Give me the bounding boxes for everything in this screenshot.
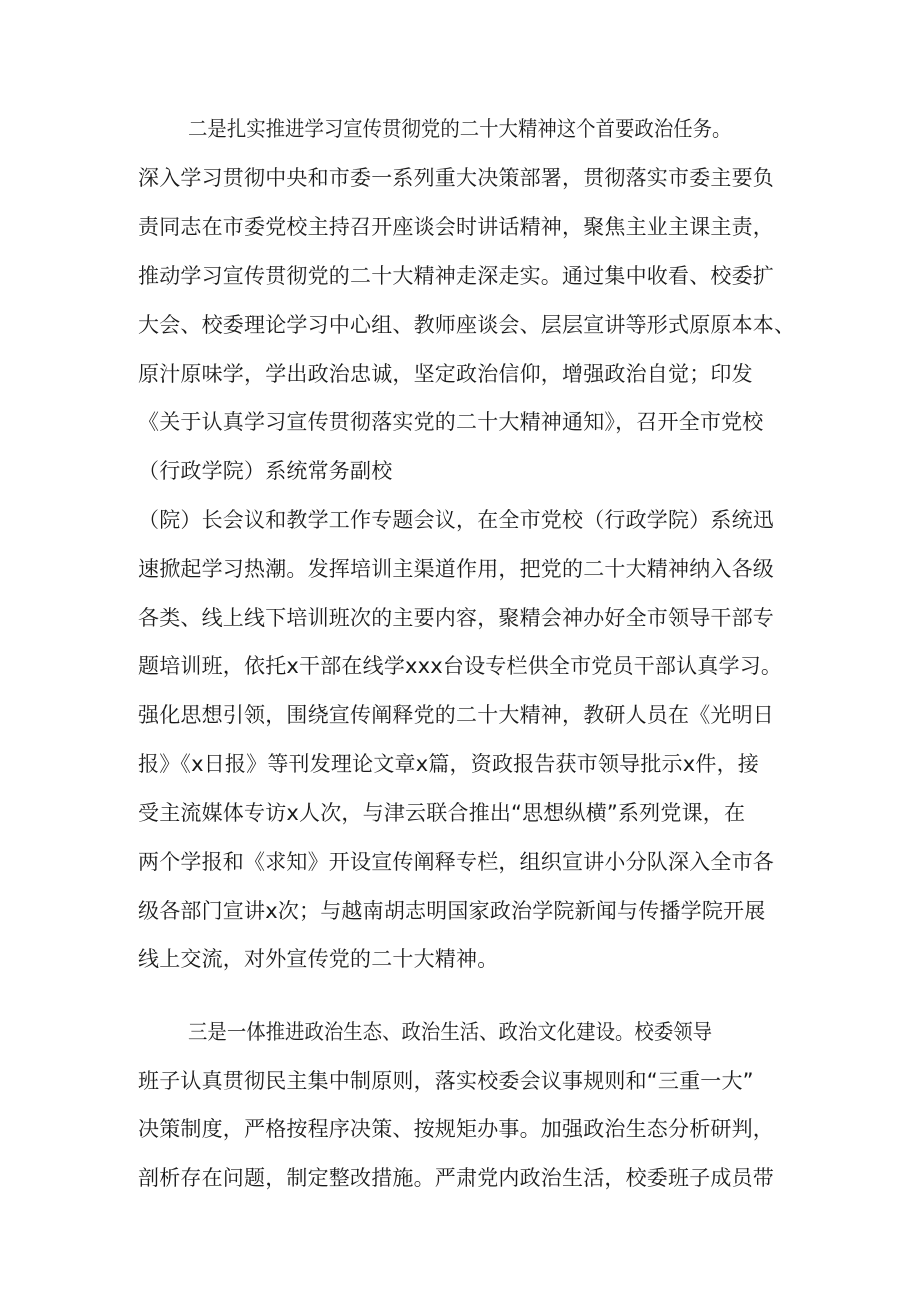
paragraph-3-line-1: 三是一体推进政治生态、政治生活、政治文化建设。校委领导 — [188, 1020, 713, 1044]
paragraph-2-line-16: 两个学报和《求知》开设宣传阐释专栏，组织宣讲小分队深入全市各 — [138, 850, 774, 874]
paragraph-2-line-1: 二是扎实推进学习宣传贯彻党的二十大精神这个首要政治任务。 — [188, 117, 732, 141]
paragraph-2-line-4: 推动学习宣传贯彻党的二十大精神走深走实。通过集中收看、校委扩 — [138, 264, 774, 288]
paragraph-2-line-18: 线上交流，对外宣传党的二十大精神。 — [138, 947, 499, 971]
paragraph-3-line-4: 剖析存在问题，制定整改措施。严肃党内政治生活，校委班子成员带 — [138, 1166, 774, 1190]
paragraph-2-line-15: 受主流媒体专访x人次，与津云联合推出“思想纵横”系列党课，在 — [138, 801, 746, 825]
paragraph-3-line-3: 决策制度，严格按程序决策、按规矩办事。加强政治生态分析研判， — [138, 1117, 774, 1141]
paragraph-2-line-11: 各类、线上线下培训班次的主要内容，聚精会神办好全市领导干部专 — [138, 606, 774, 630]
paragraph-2-line-17: 级各部门宣讲x次；与越南胡志明国家政治学院新闻与传播学院开展 — [138, 899, 766, 923]
paragraph-2-line-10: 速掀起学习热潮。发挥培训主渠道作用，把党的二十大精神纳入各级 — [138, 557, 774, 581]
paragraph-2-line-13: 强化思想引领，围绕宣传阐释党的二十大精神，教研人员在《光明日 — [138, 703, 774, 727]
paragraph-2-line-3: 责同志在市委党校主持召开座谈会时讲话精神，聚焦主业主课主责， — [138, 215, 774, 239]
paragraph-2-line-6: 原汁原味学，学出政治忠诚，坚定政治信仰，增强政治自觉；印发 — [138, 362, 753, 386]
paragraph-2-line-2: 深入学习贯彻中央和市委一系列重大决策部署，贯彻落实市委主要负 — [138, 166, 774, 190]
paragraph-2-line-12: 题培训班，依托x干部在线学xxx台设专栏供全市党员干部认真学习。 — [138, 654, 783, 678]
paragraph-2-line-5: 大会、校委理论学习中心组、教师座谈会、层层宣讲等形式原原本本、 — [138, 313, 796, 337]
paragraph-2-line-14: 报》《x日报》等刊发理论文章x篇，资政报告获市领导批示x件，接 — [138, 752, 759, 776]
paragraph-2-line-7: 《关于认真学习宣传贯彻落实党的二十大精神通知》，召开全市党校 — [138, 410, 764, 434]
paragraph-2-line-9: （院）长会议和教学工作专题会议，在全市党校（行政学院）系统迅 — [138, 508, 774, 532]
paragraph-2-line-8: （行政学院）系统常务副校 — [138, 459, 393, 483]
paragraph-3-line-2: 班子认真贯彻民主集中制原则，落实校委会议事规则和“三重一大” — [138, 1069, 754, 1093]
